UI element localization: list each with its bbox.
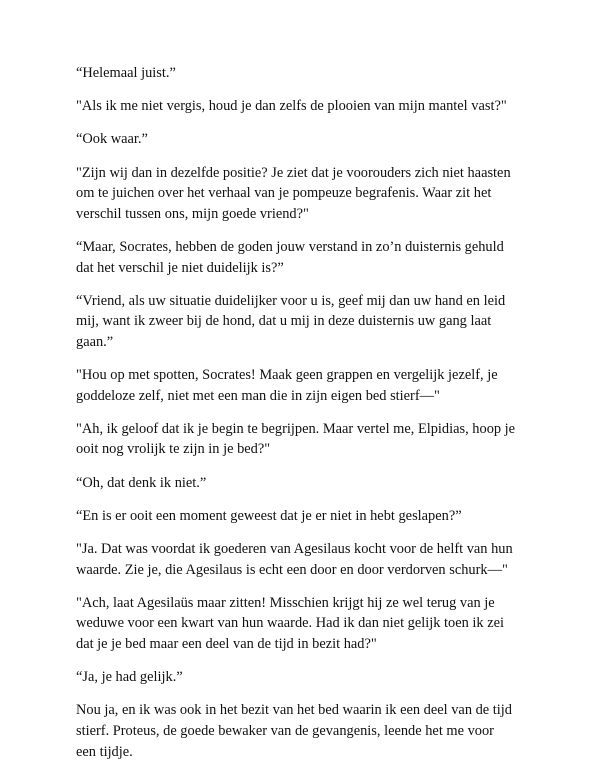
text-line: “En is er ooit een moment geweest dat je er niet in hebt geslapen?”	[76, 507, 462, 524]
paragraph	[76, 129, 546, 150]
paragraph	[76, 539, 546, 580]
text-line: "Als ik me niet vergis, houd je dan zelfs de plooien van mijn mantel vast?"	[76, 98, 507, 115]
text-line: "Ach, laat Agesilaüs maar zitten! Misschien krijgt hij ze wel terug van je	[76, 594, 495, 611]
text-line: een tijdje.	[76, 743, 133, 760]
paragraph	[76, 96, 546, 117]
text-line: om te juichen over het verhaal van je pompeuze begrafenis. Waar zit het	[76, 185, 492, 202]
paragraph	[76, 473, 546, 494]
paragraph	[76, 506, 546, 527]
text-line: “Oh, dat denk ik niet.”	[76, 474, 207, 491]
text-line: stierf. Proteus, de goede bewaker van de gevangenis, leende het me voor	[76, 722, 494, 739]
text-line: "Zijn wij dan in dezelfde positie? Je ziet dat je voorouders zich niet haasten	[76, 164, 511, 181]
text-line: goddeloze zelf, niet met een man die in zijn eigen bed stierf—"	[76, 387, 440, 404]
text-line: ooit nog vrolijk te zijn in je bed?"	[76, 441, 271, 458]
text-line: “Vriend, als uw situatie duidelijker voor u is, geef mij dan uw hand en leid	[76, 292, 506, 309]
text-line: “Helemaal juist.”	[76, 65, 176, 81]
text-line: dat je je bed maar een deel van de tijd in bezit had?"	[76, 636, 377, 652]
text-line: “Ook waar.”	[76, 131, 148, 148]
text-line: Nou ja, en ik was ook in het bezit van het bed waarin ik een deel van de tijd	[76, 702, 512, 719]
text-line: waarde. Zie je, die Agesilaus is echt een door en door verdorven schurk—"	[76, 561, 508, 578]
paragraph	[76, 593, 546, 655]
paragraph	[76, 419, 546, 460]
paragraph	[76, 291, 546, 353]
paragraph	[76, 237, 546, 278]
text-line: "Ah, ik geloof dat ik je begin te begrijpen. Maar vertel me, Elpidias, hoop je	[76, 420, 516, 437]
paragraph	[76, 667, 546, 688]
paragraph	[76, 700, 546, 762]
text-line: “Ja, je had gelijk.”	[76, 669, 183, 686]
text-line: gaan.”	[76, 333, 114, 350]
text-line: "Ja. Dat was voordat ik goederen van Agesilaus kocht voor de helft van hun	[76, 541, 513, 558]
text-line: mij, want ik zweer bij de hond, dat u mij in deze duisternis uw gang laat	[76, 313, 492, 330]
text-line: verschil tussen ons, mijn goede vriend?"	[76, 205, 309, 222]
paragraph	[76, 63, 546, 84]
text-line: “Maar, Socrates, hebben de goden jouw verstand in zo’n duisternis gehuld	[76, 238, 504, 255]
body-text	[76, 63, 546, 775]
paragraph	[76, 365, 546, 406]
text-line: weduwe voor een kwart van hun waarde. Had ik dan niet gelijk toen ik zei	[76, 615, 504, 632]
paragraph	[76, 163, 546, 225]
text-line: dat het verschil je niet duidelijk is?”	[76, 259, 284, 276]
text-line: "Hou op met spotten, Socrates! Maak geen grappen en vergelijk jezelf, je	[76, 367, 498, 384]
